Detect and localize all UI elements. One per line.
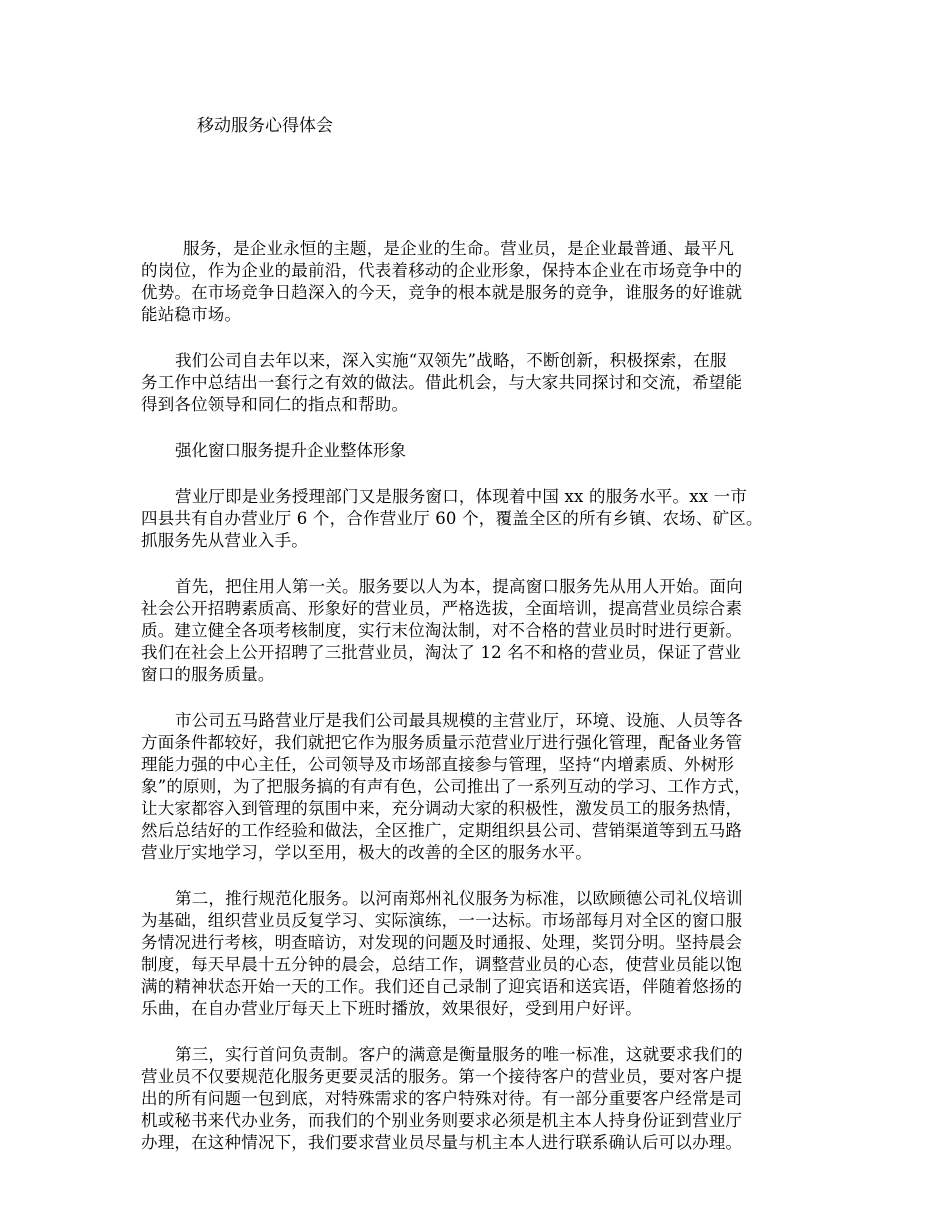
section-heading: 强化窗口服务提升企业整体形象 xyxy=(175,441,406,460)
paragraph-line: 务工作中总结出一套行之有效的做法。借此机会，与大家共同探讨和交流，希望能 xyxy=(141,373,743,392)
paragraph-line: 四县共有自办营业厅 6 个，合作营业厅 60 个，覆盖全区的所有乡镇、农场、矿区。 xyxy=(141,509,763,528)
paragraph-line: 营业厅实地学习，学以至用，极大的改善的全区的服务水平。 xyxy=(141,843,592,862)
paragraph-line: 机或秘书来代办业务，而我们的个别业务则要求必须是机主本人持身份证到营业厅 xyxy=(141,1111,743,1130)
paragraph-line: 务情况进行考核，明查暗访，对发现的问题及时通报、处理，奖罚分明。坚持晨会 xyxy=(141,933,743,952)
paragraph-line: 得到各位领导和同仁的指点和帮助。 xyxy=(141,395,409,414)
paragraph-line: 抓服务先从营业入手。 xyxy=(141,531,308,550)
paragraph-line: 方面条件都较好，我们就把它作为服务质量示范营业厅进行强化管理，配备业务管 xyxy=(141,733,743,752)
paragraph-first xyxy=(141,576,806,686)
paragraph-line: 办理，在这种情况下，我们要求营业员尽量与机主本人进行联系确认后可以办理。 xyxy=(141,1133,743,1152)
paragraph-line: 出的所有问题一包到底，对特殊需求的客户特殊对待。有一部分重要客户经常是司 xyxy=(141,1089,743,1108)
paragraph-line: 我们在社会上公开招聘了三批营业员，淘汰了 12 名不和格的营业员，保证了营业 xyxy=(141,643,742,662)
paragraph-third xyxy=(141,1044,806,1154)
paragraph-line: 优势。在市场竞争日趋深入的今天，竞争的根本就是服务的竞争，谁服务的好谁就 xyxy=(141,283,743,302)
paragraph-line: 服务，是企业永恒的主题，是企业的生命。营业员，是企业最普通、最平凡 xyxy=(183,239,735,258)
paragraph-line: 的岗位，作为企业的最前沿，代表着移动的企业形象，保持本企业在市场竞争中的 xyxy=(141,261,743,280)
paragraph-line: 满的精神状态开始一天的工作。我们还自己录制了迎宾语和送宾语，伴随着悠扬的 xyxy=(141,977,743,996)
paragraph-line: 质。建立健全各项考核制度，实行末位淘汰制，对不合格的营业员时时进行更新。 xyxy=(141,621,743,640)
paragraph-line: 能站稳市场。 xyxy=(141,305,242,324)
paragraph-line: 窗口的服务质量。 xyxy=(141,665,275,684)
paragraph-line: 社会公开招聘素质高、形象好的营业员，严格选拔，全面培训，提高营业员综合素 xyxy=(141,599,743,618)
paragraph-line: 营业厅即是业务授理部门又是服务窗口，体现着中国 xx 的服务水平。xx 一市 xyxy=(175,487,748,506)
paragraph-line: 理能力强的中心主任，公司领导及市场部直接参与管理，坚持“内增素质、外树形 xyxy=(141,755,735,774)
paragraph-line: 第二，推行规范化服务。以河南郑州礼仪服务为标准，以欧顾德公司礼仪培训 xyxy=(175,889,743,908)
paragraph-intro xyxy=(141,238,806,326)
paragraph-strategy xyxy=(141,350,806,416)
paragraph-line: 为基础，组织营业员反复学习、实际演练，一一达标。市场部每月对全区的窗口服 xyxy=(141,911,743,930)
paragraph-business-hall xyxy=(141,486,806,552)
paragraph-line: 营业员不仅要规范化服务更要灵活的服务。第一个接待客户的营业员，要对客户提 xyxy=(141,1067,743,1086)
paragraph-wumalu xyxy=(141,710,806,864)
paragraph-line: 然后总结好的工作经验和做法，全区推广，定期组织县公司、营销渠道等到五马路 xyxy=(141,821,743,840)
paragraph-line: 制度，每天早晨十五分钟的晨会，总结工作，调整营业员的心态，使营业员能以饱 xyxy=(141,955,743,974)
paragraph-line: 让大家都容入到管理的氛围中来，充分调动大家的积极性，激发员工的服务热情， xyxy=(141,799,743,818)
paragraph-line: 第三，实行首问负责制。客户的满意是衡量服务的唯一标准，这就要求我们的 xyxy=(175,1045,743,1064)
paragraph-line: 象”的原则，为了把服务搞的有声有色，公司推出了一系列互动的学习、工作方式， xyxy=(141,777,751,796)
paragraph-line: 首先，把住用人第一关。服务要以人为本，提高窗口服务先从用人开始。面向 xyxy=(175,577,743,596)
paragraph-second xyxy=(141,888,806,1020)
paragraph-line: 市公司五马路营业厅是我们公司最具规模的主营业厅，环境、设施、人员等各 xyxy=(175,711,743,730)
paragraph-line: 乐曲，在自办营业厅每天上下班时播放，效果很好，受到用户好评。 xyxy=(141,999,642,1018)
document-body xyxy=(141,238,806,1178)
document-title: 移动服务心得体会 xyxy=(197,116,333,136)
paragraph-line: 我们公司自去年以来，深入实施“双领先”战略，不断创新，积极探索，在服 xyxy=(175,351,727,370)
